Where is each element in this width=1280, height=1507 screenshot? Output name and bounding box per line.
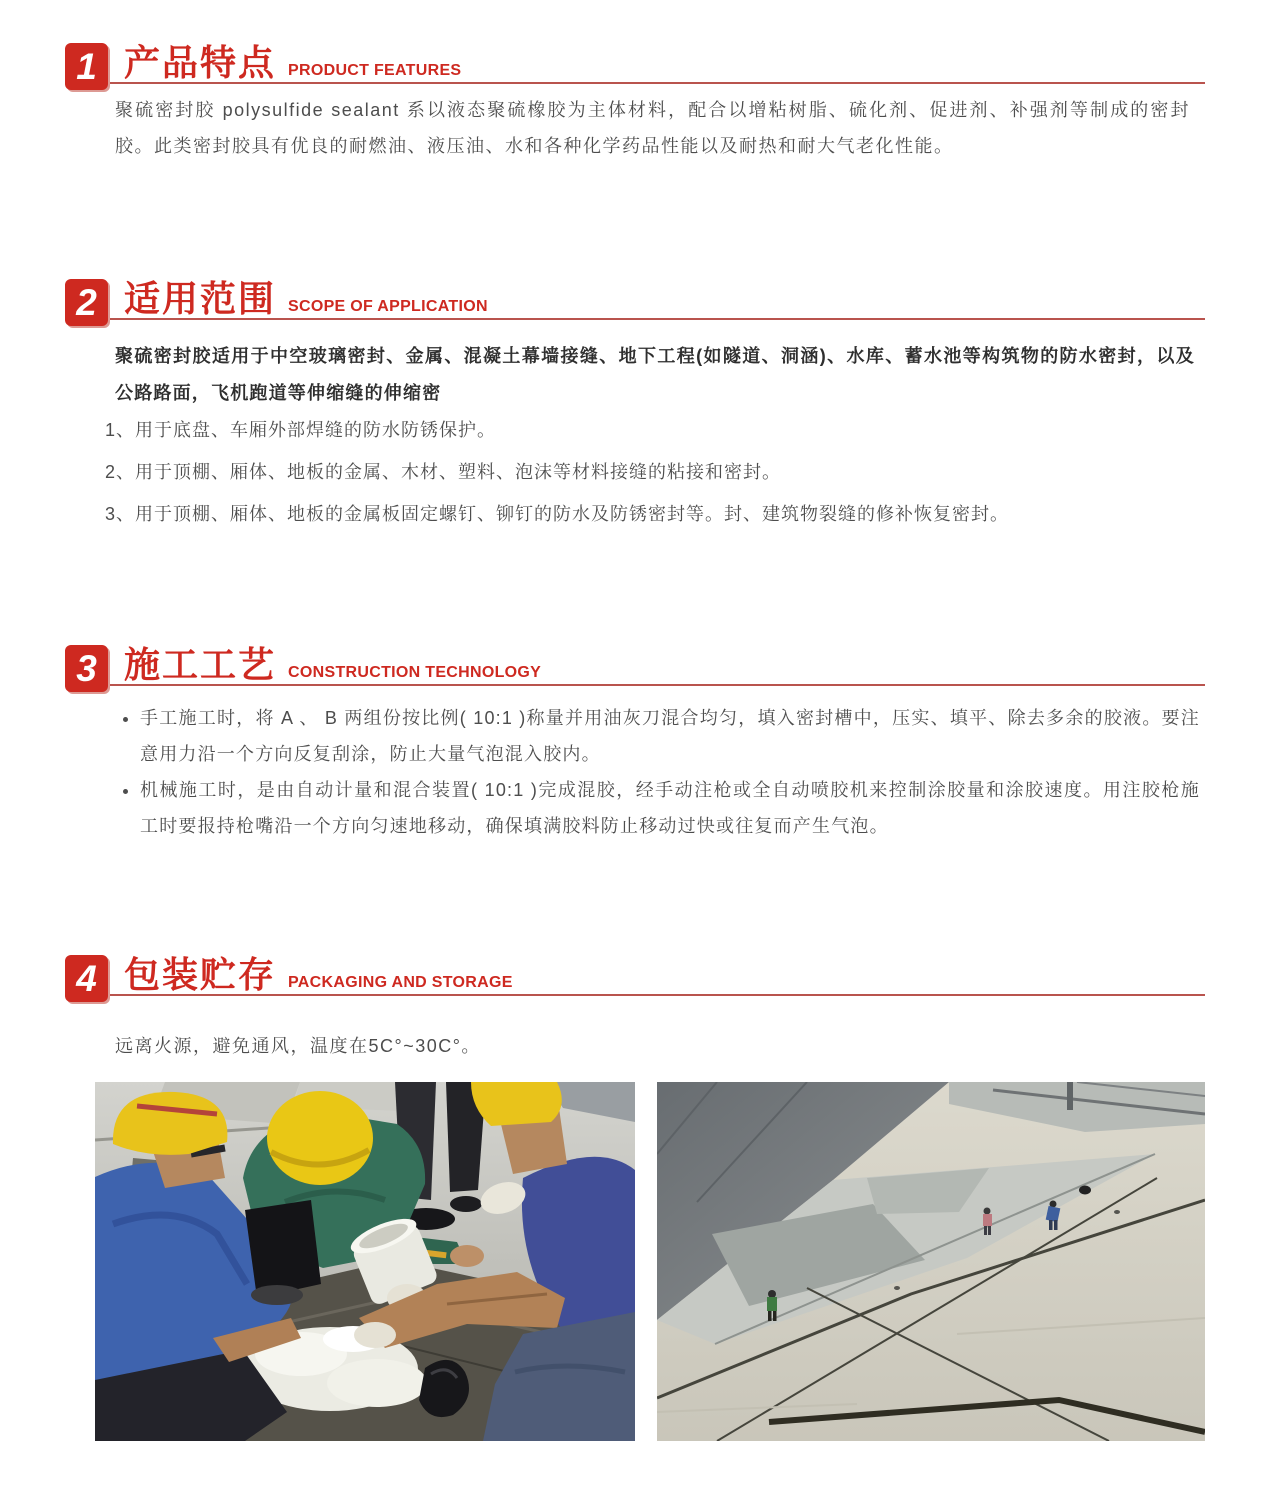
section-title-en: SCOPE OF APPLICATION (288, 298, 488, 315)
workers-applying-sealant-photo (95, 1082, 635, 1441)
scope-numbered-list (105, 414, 1205, 540)
section-number-badge: 3 (65, 645, 108, 692)
dam-slope-illustration (657, 1082, 1205, 1441)
product-features-paragraph: 聚硫密封胶 polysulfide sealant 系以液态聚硫橡胶为主体材料，配合以增粘树脂、硫化剂、促进剂、补强剂等制成的密封胶。此类密封胶具有优良的耐燃油、液压油、水和各种化学药品性能以及耐热和耐大气老化性能。 (115, 100, 1190, 156)
section-header-packaging-and-storage (65, 946, 1205, 999)
section-title-en: CONSTRUCTION TECHNOLOGY (288, 664, 542, 681)
list-item: • 手工施工时，将 A 、 B 两组份按比例( 10:1 )称量并用油灰刀混合均匀，填入密封槽中，压实、填平、除去多余的胶液。要注意用力沿一个方向反复刮涂，防止大量气泡混入胶内。 (140, 700, 1200, 772)
section-title-zh: 施工工艺 (124, 644, 277, 685)
section-title-en: PACKAGING AND STORAGE (288, 974, 513, 991)
scope-lead-paragraph: 聚硫密封胶适用于中空玻璃密封、金属、混凝土幕墙接缝、地下工程(如隧道、洞涵)、水库、蓄水池等构筑物的防水密封，以及公路路面，飞机跑道等伸缩缝的伸缩密 (115, 346, 1195, 403)
section-number-badge: 1 (65, 43, 108, 90)
storage-paragraph: 远离火源，避免通风，温度在5C°~30C°。 (115, 1036, 481, 1056)
section-header-construction-technology (65, 636, 1205, 689)
list-item: 2、用于顶棚、厢体、地板的金属、木材、塑料、泡沫等材料接缝的粘接和密封。 (105, 462, 782, 482)
section-number-badge: 4 (65, 955, 108, 1002)
dam-slope-expansion-joints-photo (657, 1082, 1205, 1441)
section-number-badge: 2 (65, 279, 108, 326)
section-title-zh: 产品特点 (124, 42, 277, 83)
workers-applying-sealant-illustration (95, 1082, 635, 1441)
list-item: 1、用于底盘、车厢外部焊缝的防水防锈保护。 (105, 420, 497, 440)
list-item: • 机械施工时，是由自动计量和混合装置( 10:1 )完成混胶，经手动注枪或全自动喷胶机来控制涂胶量和涂胶速度。用注胶枪施工时要报持枪嘴沿一个方向匀速地移动，确保填满胶料防止移动过快或往复而产生气泡。 (140, 772, 1200, 844)
section-title-en: PRODUCT FEATURES (288, 62, 462, 79)
construction-bullet-list (122, 700, 1200, 844)
section-header-product-features (65, 34, 1205, 87)
section-header-scope-of-application (65, 270, 1205, 323)
section-title-zh: 适用范围 (124, 278, 277, 319)
list-item: 3、用于顶棚、厢体、地板的金属板固定螺钉、铆钉的防水及防锈密封等。封、建筑物裂缝的修补恢复密封。 (105, 504, 1010, 524)
section-title-zh: 包装贮存 (124, 954, 277, 995)
